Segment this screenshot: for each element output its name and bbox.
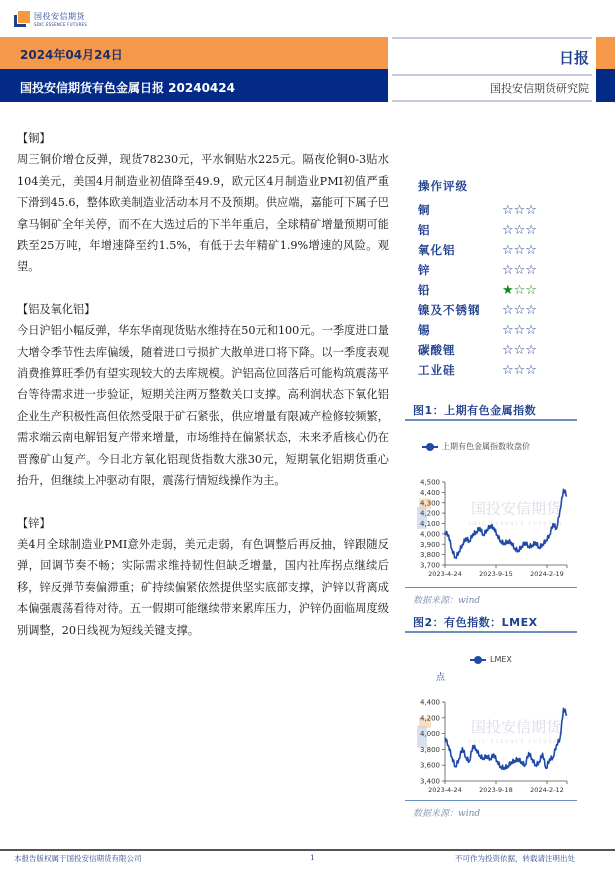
rating-name: 碳酸锂 [418, 343, 456, 357]
rating-row [418, 320, 558, 340]
report-type-label: 日报 [558, 49, 589, 67]
rating-row [418, 340, 558, 360]
header-orange-band-right [596, 37, 615, 69]
figure-2-legend [470, 655, 512, 664]
svg-text:4,400: 4,400 [419, 698, 440, 707]
figure-1-title: 图1：上期有色金属指数 [413, 404, 537, 417]
rating-name: 氧化铝 [418, 243, 456, 257]
svg-text:3,900: 3,900 [419, 540, 440, 549]
footer-disclaimer: 不可作为投资依据，转载请注明出处 [455, 854, 575, 863]
star-rating-icon: ★☆☆ [502, 282, 537, 298]
page-number: 1 [310, 853, 315, 862]
commentary-column [17, 128, 389, 641]
logo-mark-icon [14, 11, 30, 27]
rating-name: 铝 [418, 223, 431, 237]
rating-row [418, 360, 558, 380]
section-heading-zinc: 【锌】 [17, 516, 51, 530]
svg-text:2024-2-12: 2024-2-12 [530, 786, 564, 794]
rating-name: 铅 [418, 283, 431, 297]
header-divider-bottom [392, 100, 592, 102]
legend-line-marker-icon [422, 446, 438, 448]
header-blue-band-right [596, 69, 615, 102]
svg-text:3,400: 3,400 [419, 777, 440, 786]
legend-label: LMEX [490, 655, 512, 664]
svg-text:4,500: 4,500 [419, 478, 440, 487]
star-rating-icon: ☆☆☆ [502, 302, 537, 318]
svg-text:2023-4-24: 2023-4-24 [428, 786, 462, 794]
svg-text:4,200: 4,200 [419, 509, 440, 518]
figure-2-title: 图2：有色指数：LMEX [413, 616, 538, 629]
section-heading-copper: 【铜】 [17, 132, 51, 145]
svg-text:2023-9-15: 2023-9-15 [479, 570, 513, 578]
figure-1-legend [422, 441, 530, 452]
rating-row [418, 200, 558, 220]
svg-text:2023-9-18: 2023-9-18 [479, 786, 513, 794]
footer-divider [0, 849, 615, 851]
figure-2-source: 数据来源：wind [413, 809, 481, 819]
svg-text:4,400: 4,400 [419, 488, 440, 497]
section-heading-aluminum: 【铝及氧化铝】 [17, 302, 96, 316]
legend-line-marker-icon [470, 659, 486, 661]
rating-name: 锌 [418, 263, 431, 277]
logo-text-cn: 国投安信期货 [34, 12, 85, 21]
svg-text:4,000: 4,000 [419, 530, 440, 539]
svg-text:SDIC ESSENCE FUTURES: SDIC ESSENCE FUTURES [468, 522, 564, 528]
footer-copyright: 本报告版权属于国投安信期货有限公司 [14, 854, 142, 863]
svg-text:国投安信期货: 国投安信期货 [470, 499, 562, 518]
star-rating-icon: ☆☆☆ [502, 222, 537, 238]
svg-text:3,700: 3,700 [419, 561, 440, 570]
svg-text:SDIC ESSENCE FUTURES: SDIC ESSENCE FUTURES [468, 740, 564, 746]
star-rating-icon: ☆☆☆ [502, 362, 537, 378]
svg-text:3,600: 3,600 [419, 761, 440, 770]
legend-label: 上期有色金属指数收盘价 [442, 442, 530, 451]
figure-2-title-rule [405, 631, 577, 633]
report-date: 2024年04月24日 [20, 48, 123, 62]
rating-name: 锡 [418, 323, 431, 337]
star-rating-icon: ☆☆☆ [502, 202, 537, 218]
company-logo [14, 8, 104, 32]
svg-text:4,100: 4,100 [419, 520, 440, 528]
figure-2-bottom-rule [405, 800, 577, 801]
star-rating-icon: ☆☆☆ [502, 322, 537, 338]
institute-label: 国投安信期货研究院 [490, 82, 589, 95]
figure-1-line-chart [405, 475, 580, 585]
svg-text:4,000: 4,000 [419, 730, 440, 739]
figure-2-line-chart [405, 680, 580, 800]
rating-name: 铜 [418, 203, 431, 217]
rating-name: 镍及不锈钢 [418, 303, 481, 317]
svg-text:国投安信期货: 国投安信期货 [470, 718, 562, 737]
section-body-zinc: 美4月全球制造业PMI意外走弱，美元走弱，有色调整后再反抽，锌跟随反弹，回调节奏不畅；实际需求维持韧性但缺乏增量，国内社库拐点继续后移，锌反弹节奏偏滞重；矿持续偏紧依然提供坚实底部支撑，沪锌以背离成本偏强震荡看待对待。五一假期可能继续带来累库压力，沪锌仍面临周度级别调整，20日线视为短线关键支撑。 [17, 537, 389, 637]
star-rating-icon: ☆☆☆ [502, 242, 537, 258]
rating-row [418, 300, 558, 320]
svg-text:2024-2-19: 2024-2-19 [530, 570, 564, 578]
rating-title: 操作评级 [418, 179, 468, 193]
rating-row [418, 220, 558, 240]
rating-row [418, 280, 558, 300]
figure-1-source: 数据来源：wind [413, 596, 481, 606]
svg-text:4,300: 4,300 [419, 499, 440, 508]
figure-1-bottom-rule [405, 587, 577, 588]
star-rating-icon: ☆☆☆ [502, 342, 537, 358]
report-title: 国投安信期货有色金属日报 20240424 [20, 81, 235, 95]
svg-text:2023-4-24: 2023-4-24 [428, 570, 462, 578]
figure-2-unit-label: 点 [436, 673, 446, 683]
header-divider-top [392, 37, 592, 39]
section-body-copper: 周三铜价增仓反弹，现货78230元，平水铜贴水225元。隔夜伦铜0-3贴水104美元，美国4月制造业初值降至49.9，欧元区4月制造业PMI初值严重下滑到45.6，整体欧美制造业活动本月不及预期。供应端，嘉能可下属子巴拿马铜矿全年关停，而不在大选过后的下半年重启，全球精矿增量预期可能跌至25万吨，年增速降至约1.5%，有低于去年精矿1.9%增速的风险。观望。 [17, 153, 389, 274]
figure-1-title-rule [405, 419, 577, 421]
svg-text:3,800: 3,800 [419, 551, 440, 560]
logo-text-en: SDIC ESSENCE FUTURES [34, 22, 88, 27]
section-body-aluminum: 今日沪铝小幅反弹，华东华南现货贴水维持在50元和100元。一季度进口量大增令季节性去库偏缓，随着进口亏损扩大散单进口将下降。以一季度表观消费推算旺季仍有望实现较大的去库规模。沪铝高位回落后可能构筑震荡平台等待需求进一步验证，短期关注两万整数关口支撑。高利润状态下氧化铝企业生产积极性高但依然受限于矿石紧张，供应增量有限减产检修较频繁，需求端云南电解铝复产带来增量，市场维持在偏紧状态，未来矛盾核心仍在晋豫矿山复产。今日北方氧化铝现货指数大涨30元，短期氧化铝期货重心抬升，但继续上冲驱动有限，震荡行情短线操作为主。 [17, 324, 389, 488]
svg-text:3,800: 3,800 [419, 745, 440, 754]
svg-text:4,200: 4,200 [419, 714, 440, 723]
rating-row [418, 260, 558, 280]
header-divider-mid [392, 74, 592, 76]
rating-row [418, 240, 558, 260]
star-rating-icon: ☆☆☆ [502, 262, 537, 278]
rating-name: 工业硅 [418, 363, 456, 377]
operation-rating-table [418, 178, 558, 380]
